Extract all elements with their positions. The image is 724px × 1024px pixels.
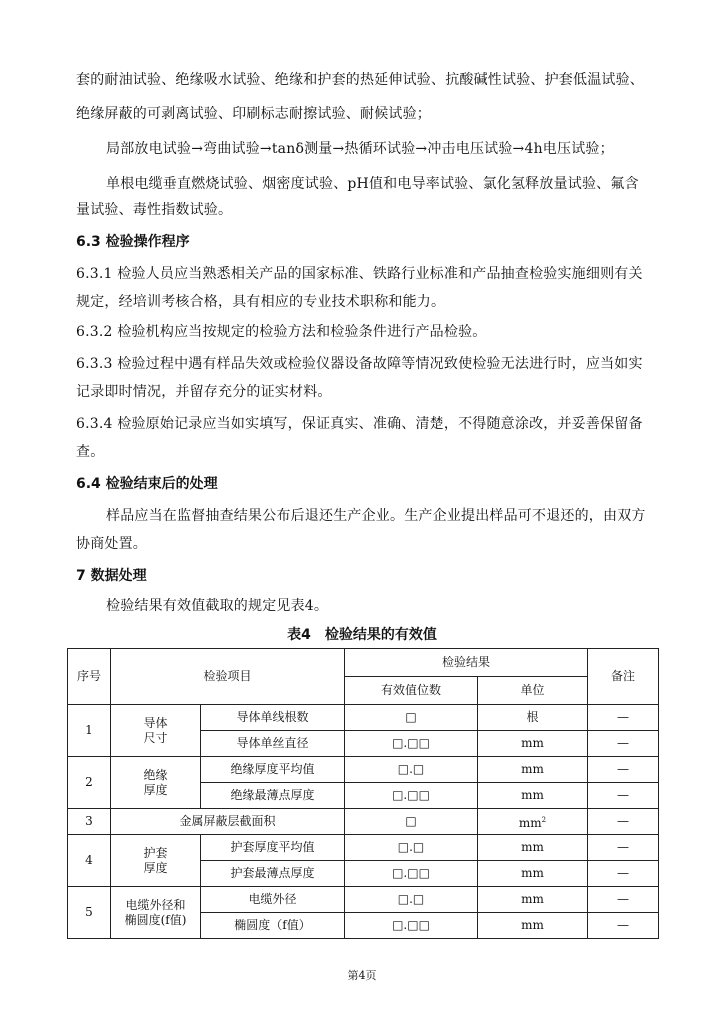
row-remark: — bbox=[588, 809, 659, 835]
row-digits: □.□ bbox=[345, 757, 478, 783]
row-remark: — bbox=[588, 757, 659, 783]
table-row bbox=[68, 757, 659, 783]
row-group-line: 电缆外径和 bbox=[125, 897, 186, 912]
row-unit: mm bbox=[478, 783, 588, 809]
row-unit: mm bbox=[478, 913, 588, 939]
row-seq: 3 bbox=[68, 809, 111, 835]
paragraph-line: 6.3.4 检验原始记录应当如实填写，保证真实、准确、清楚，不得随意涂改，并妥善保留备 bbox=[76, 416, 643, 432]
paragraph-line: 规定，经培训考核合格，具有相应的专业技术职称和能力。 bbox=[76, 294, 446, 310]
row-seq: 1 bbox=[68, 705, 111, 757]
row-unit: mm bbox=[478, 757, 588, 783]
row-group-line: 椭圆度(f值) bbox=[124, 912, 187, 927]
paragraph-line: 套的耐油试验、绝缘吸水试验、绝缘和护套的热延伸试验、抗酸碱性试验、护套低温试验、 bbox=[76, 72, 644, 88]
row-item: 护套最薄点厚度 bbox=[201, 861, 345, 887]
row-digits: □ bbox=[345, 705, 478, 731]
row-remark: — bbox=[588, 705, 659, 731]
unit-superscript: 2 bbox=[541, 815, 547, 824]
row-remark: — bbox=[588, 861, 659, 887]
row-unit: mm bbox=[478, 835, 588, 861]
row-remark: — bbox=[588, 887, 659, 913]
row-group bbox=[111, 757, 201, 809]
row-unit bbox=[478, 809, 588, 835]
row-group-line: 尺寸 bbox=[143, 730, 168, 745]
row-group bbox=[111, 835, 201, 887]
paragraph-line: 量试验、毒性指数试验。 bbox=[76, 202, 233, 218]
row-seq: 5 bbox=[68, 887, 111, 939]
header-seq: 序号 bbox=[68, 649, 111, 705]
section-heading-6-4: 6.4 检验结束后的处理 bbox=[76, 476, 218, 492]
row-digits: □.□□ bbox=[345, 913, 478, 939]
row-digits: □.□□ bbox=[345, 861, 478, 887]
row-seq: 2 bbox=[68, 757, 111, 809]
paragraph-line: 绝缘屏蔽的可剥离试验、印刷标志耐擦试验、耐候试验； bbox=[76, 106, 431, 122]
row-group bbox=[111, 887, 201, 939]
unit-text: mm bbox=[518, 815, 542, 830]
row-item: 电缆外径 bbox=[201, 887, 345, 913]
row-item: 导体单线根数 bbox=[201, 705, 345, 731]
row-group-line: 绝缘 bbox=[143, 767, 168, 782]
paragraph-line: 单根电缆垂直燃烧试验、烟密度试验、pH值和电导率试验、氯化氢释放量试验、氟含 bbox=[106, 176, 639, 192]
row-item: 椭圆度（f值） bbox=[201, 913, 345, 939]
row-item: 导体单丝直径 bbox=[201, 731, 345, 757]
row-unit: mm bbox=[478, 861, 588, 887]
row-unit: mm bbox=[478, 731, 588, 757]
row-group-line: 厚度 bbox=[143, 860, 168, 875]
row-digits: □.□ bbox=[345, 835, 478, 861]
table-row bbox=[68, 809, 659, 835]
header-digits: 有效值位数 bbox=[345, 677, 478, 705]
row-digits: □.□□ bbox=[345, 783, 478, 809]
table-row bbox=[68, 887, 659, 913]
results-table bbox=[67, 648, 659, 939]
paragraph-line: 检验结果有效值截取的规定见表4。 bbox=[106, 598, 329, 614]
paragraph-line: 6.3.2 检验机构应当按规定的检验方法和检验条件进行产品检验。 bbox=[76, 324, 487, 340]
paragraph-line: 6.3.3 检验过程中遇有样品失效或检验仪器设备故障等情况致使检验无法进行时，应当如实 bbox=[76, 356, 643, 372]
paragraph-line: 协商处置。 bbox=[76, 536, 147, 552]
row-remark: — bbox=[588, 913, 659, 939]
row-item: 金属屏蔽层截面积 bbox=[111, 809, 345, 835]
section-heading-6-3: 6.3 检验操作程序 bbox=[76, 234, 190, 250]
row-group bbox=[111, 705, 201, 757]
section-heading-7: 7 数据处理 bbox=[76, 568, 147, 584]
table-header-row bbox=[68, 649, 659, 677]
row-item: 绝缘最薄点厚度 bbox=[201, 783, 345, 809]
paragraph-line: 样品应当在监督抽查结果公布后退还生产企业。生产企业提出样品可不退还的，由双方 bbox=[106, 508, 646, 524]
row-digits: □.□ bbox=[345, 887, 478, 913]
row-remark: — bbox=[588, 835, 659, 861]
row-seq: 4 bbox=[68, 835, 111, 887]
paragraph-line: 查。 bbox=[76, 444, 105, 460]
row-item: 绝缘厚度平均值 bbox=[201, 757, 345, 783]
row-item: 护套厚度平均值 bbox=[201, 835, 345, 861]
page-number: 第4页 bbox=[347, 969, 377, 982]
table-title: 表4 检验结果的有效值 bbox=[287, 627, 437, 643]
header-result: 检验结果 bbox=[345, 649, 588, 677]
row-digits: □.□□ bbox=[345, 731, 478, 757]
paragraph-line: 局部放电试验→弯曲试验→tanδ测量→热循环试验→冲击电压试验→4h电压试验； bbox=[106, 141, 614, 157]
table-row bbox=[68, 705, 659, 731]
header-unit: 单位 bbox=[478, 677, 588, 705]
header-item: 检验项目 bbox=[111, 649, 345, 705]
row-unit: 根 bbox=[478, 705, 588, 731]
row-remark: — bbox=[588, 783, 659, 809]
row-digits: □ bbox=[345, 809, 478, 835]
header-remark: 备注 bbox=[588, 649, 659, 705]
paragraph-line: 6.3.1 检验人员应当熟悉相关产品的国家标准、铁路行业标准和产品抽查检验实施细则有关 bbox=[76, 266, 643, 282]
row-group-line: 导体 bbox=[143, 715, 168, 730]
row-remark: — bbox=[588, 731, 659, 757]
table-row bbox=[68, 835, 659, 861]
row-group-line: 护套 bbox=[143, 845, 168, 860]
paragraph-line: 记录即时情况，并留存充分的证实材料。 bbox=[76, 384, 332, 400]
row-group-line: 厚度 bbox=[143, 782, 168, 797]
row-unit: mm bbox=[478, 887, 588, 913]
